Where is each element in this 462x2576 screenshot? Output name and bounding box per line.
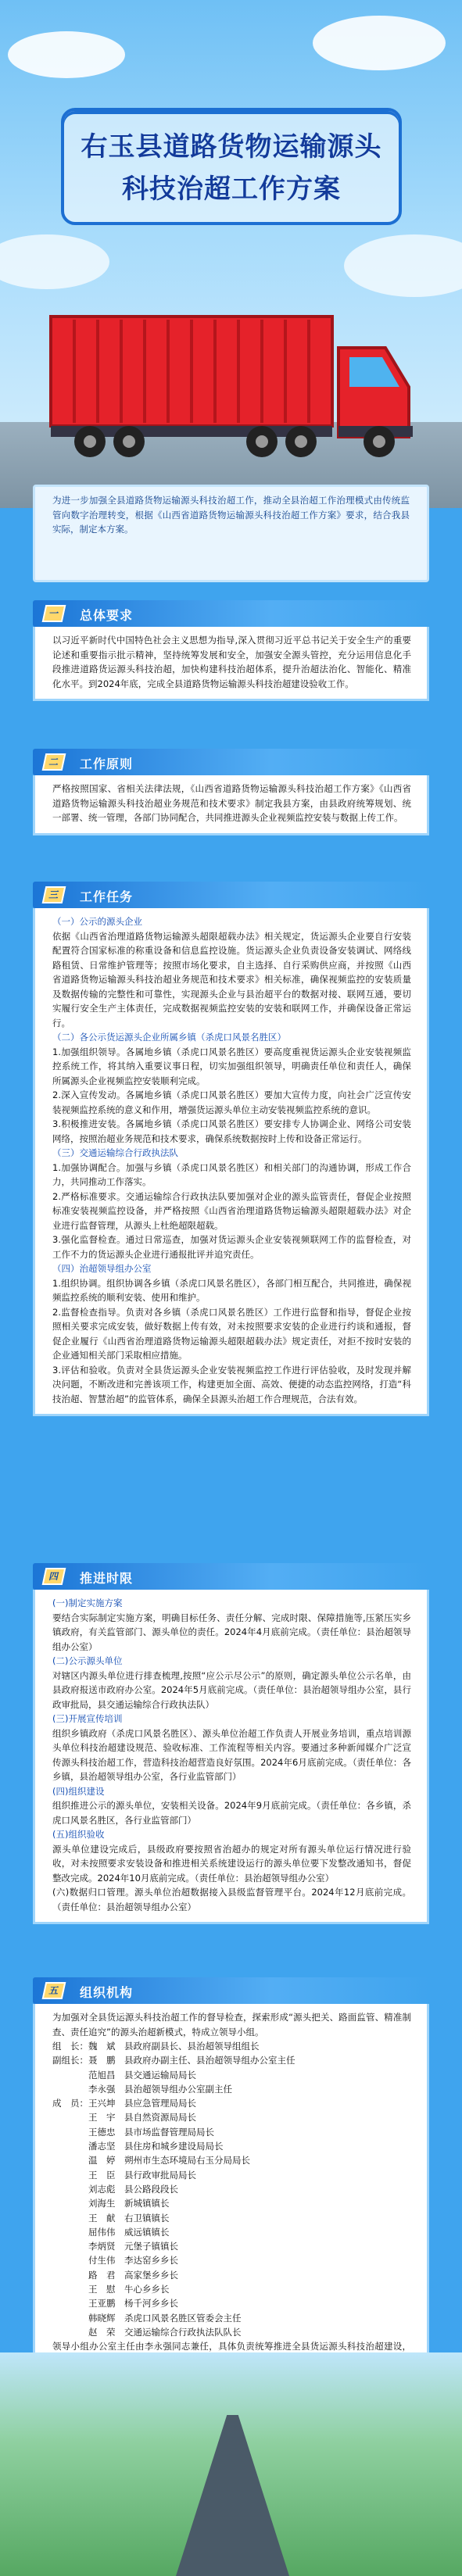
paragraph: (六)数据归口管理。源头单位治超数据接入县级监督管理平台。2024年12月底前完成。（责任单位：县治超领导组办公室） [52, 1887, 411, 1912]
member-row: 付生伟 李达窑乡乡长 [52, 2255, 178, 2267]
member-row: 王 慰 牛心乡乡长 [52, 2284, 170, 2295]
paragraph: 3.评估和验收。负责对全县货运源头企业安装视频监控工作进行评估验收，及时发现并解决问题，不断改进和完善该项工作，构建更加全面、高效、便捷的动态监控网络，打造“科技治超、智慧治超”的监管体系，确保全县源头治超工作合理规范，合法有效。 [52, 1364, 411, 1404]
member-row: 组 长：魏 斌 县政府副县长、县治超领导组组长 [52, 2041, 260, 2052]
paragraph: 依据《山西省治理道路货物运输源头超限超载办法》相关规定，货运源头企业要自行安装配置符合国家标准的称重设备和信息监控设施。货运源头企业负责设备安装调试、网络线路租赁、日常维护管理等；按照市场化要求，自主选择、自行采购供应商，并按照《山西省道路货物运输源头科技治超业务规范和技术要求》相关标准，确保视频监控的安装质量及数据传输的完整性和可靠性，实现源头企业与县治超平台的数据对接、联网互通，要切实履行安全生产主体责任，完成数据视频监控安装的安装和联网工作，并确保设备正常运行。 [52, 930, 411, 1029]
section-timeline [33, 1563, 429, 1924]
section-body [33, 2004, 429, 2393]
section-title: 推进时限 [80, 1571, 134, 1586]
paragraph: 2.深入宣传发动。各属地乡镇（杀虎口风景名胜区）要加大宣传力度，向社会广泛宣传安装视频监控系统的意义和作用，增强货运源头单位主动安装视频监控系统的意识。 [52, 1089, 411, 1115]
subheading: (四)组织建设 [52, 1785, 105, 1797]
paragraph: 对辖区内源头单位进行排查梳理,按照“应公示尽公示”的原则，确定源头单位公示名单，由县政府报送市政府办公室。2024年5月底前完成。（责任单位：县治超领导组办公室，县行政审批局，县交通运输综合行政执法队） [52, 1669, 411, 1710]
member-row: 成 员：王兴坤 县应急管理局局长 [52, 2098, 196, 2109]
closing-paragraph: 领导小组办公室主任由李永强同志兼任，具体负责统筹推进全县货运源头科技治超建设， [52, 2341, 411, 2352]
title-box [61, 108, 402, 225]
section-header [33, 600, 429, 627]
paragraph: 组织推进公示的源头单位，安装相关设备。2024年9月底前完成。（责任单位：各乡镇，杀虎口风景名胜区，各行业监管部门） [52, 1800, 411, 1826]
member-row: 范旭昌 县交通运输局局长 [52, 2069, 196, 2080]
section-header [33, 1977, 429, 2004]
section-title: 组织机构 [80, 1985, 134, 2000]
intro-text: 为进一步加强全县道路货物运输源头科技治超工作，推动全县治超工作治理模式由传统监管向数字治理转变，根据《山西省道路货物运输源头科技治超工作方案》要求，结合我县实际，制定本方案。 [52, 495, 410, 535]
section-title: 总体要求 [80, 608, 134, 623]
section-title: 工作任务 [80, 889, 134, 904]
cloud [313, 16, 446, 70]
section-header [33, 749, 429, 775]
member-row: 潘志坚 县住房和城乡建设局局长 [52, 2141, 224, 2152]
paragraph: 为加强对全县货运源头科技治超工作的督导检查，探索形成“源头把关、路面监管、精准制查、责任追究”的源头治超新模式，特成立领导小组。 [52, 2012, 411, 2038]
subheading: （三）交通运输综合行政执法队 [52, 1147, 178, 1158]
paragraph: 2.严格标准要求。交通运输综合行政执法队要加强对企业的源头监管责任，督促企业按照标准安装视频监控设备，并严格按照《山西省治理道路货物运输源头超限超载办法》对企业进行监督管理，从源头上杜绝超限超载。 [52, 1190, 411, 1231]
title-line-2: 科技治超工作方案 [122, 174, 341, 205]
member-row: 韩晓辉 杀虎口风景名胜区管委会主任 [52, 2312, 242, 2324]
section-body [33, 1590, 429, 1924]
paragraph: 3.积极推进安装。各属地乡镇（杀虎口风景名胜区）要安排专人协调企业、网络公司安装网络，按照治超业务规范和技术要求，确保系统数据按时上传和设备正常运行。 [52, 1118, 411, 1144]
section-number: 一 [42, 605, 66, 622]
member-row: 王 献 右卫镇镇长 [52, 2212, 170, 2224]
section-body [33, 775, 429, 835]
section-title: 工作原则 [80, 757, 134, 771]
member-row: 赵 荣 交通运输综合行政执法队队长 [52, 2326, 242, 2338]
subheading: （一）公示的源头企业 [52, 916, 142, 927]
member-row: 温 婷 朔州市生态环境局右玉分局局长 [52, 2155, 250, 2166]
paragraph: 3.强化监督检查。通过日常巡查，加强对货运源头企业安装视频联网工作的监督检查，对工作不力的货运源头企业进行通报批评并追究责任。 [52, 1234, 411, 1260]
subheading: (一)制定实施方案 [52, 1597, 123, 1608]
title-line-1: 右玉县道路货物运输源头 [81, 131, 382, 163]
intro-panel [33, 485, 429, 582]
section-principles [33, 749, 429, 835]
member-row: 屈伟伟 威远镇镇长 [52, 2226, 170, 2238]
section-body [33, 627, 429, 701]
member-row: 王亚鹏 杨千河乡乡长 [52, 2298, 178, 2309]
paragraph: 组织乡镇政府（杀虎口风景名胜区）、源头单位治超工作负责人开展业务培训，重点培训源头单位科技治超建设规范、验收标准、工作流程等相关内容。要通过多种新闻媒介广泛宣传源头科技治超工作，营造科技治超营造良好氛围。2024年6月底前完成。（责任单位：各乡镇，县治超领导组办公室，各行业监管部门） [52, 1727, 411, 1782]
cloud [8, 31, 125, 78]
subheading: (五)组织验收 [52, 1829, 105, 1840]
member-row: 李永强 县治超领导组办公室副主任 [52, 2083, 232, 2095]
subheading: （四）治超领导组办公室 [52, 1263, 152, 1274]
member-row: 王 宇 县自然资源局局长 [52, 2112, 196, 2123]
member-row: 王德忠 县市场监督管理局局长 [52, 2126, 214, 2138]
section-header [33, 1563, 429, 1590]
section-number: 二 [42, 753, 66, 771]
truck-illustration [43, 309, 418, 465]
section-header [33, 882, 429, 908]
paragraph: 严格按照国家、省相关法律法规，《山西省道路货物运输源头科技治超工作方案》《山西省道路货物运输源头科技治超业务规范和技术要求》制定我县方案，由县政府统筹规划、统一部署、统一管理，各部门协同配合，共同推进源头企业视频监控安装与数据上传工作。 [52, 783, 411, 823]
paragraph: 1.加强组织领导。各属地乡镇（杀虎口风景名胜区）要高度重视货运源头企业安装视频监控系统工作，将其纳入重要议事日程，切实加强组织领导，明确责任单位和责任人，确保所属源头企业视频监控安装顺利完成。 [52, 1046, 411, 1086]
section-tasks [33, 882, 429, 1416]
member-row: 刘志彪 县公路段段长 [52, 2183, 178, 2195]
section-number: 三 [42, 886, 66, 903]
section-organization [33, 1977, 429, 2393]
member-row: 王 臣 县行政审批局局长 [52, 2169, 196, 2181]
subheading: (三)开展宣传培训 [52, 1713, 123, 1724]
section-number: 四 [42, 1568, 66, 1585]
subheading: (二)公示源头单位 [52, 1655, 123, 1666]
paragraph: 1.加强协调配合。加强与乡镇（杀虎口风景名胜区）和相关部门的沟通协调，形成工作合力，共同推动工作落实。 [52, 1161, 411, 1187]
member-row: 李炳贤 元堡子镇镇长 [52, 2241, 178, 2252]
paragraph: 以习近平新时代中国特色社会主义思想为指导,深入贯彻习近平总书记关于安全生产的重要论述和重要指示批示精神，坚持统筹发展和安全，加强安全源头管控，充分运用信息化手段推进道路货运源头科技治超，加快构建科技治超体系，提升治超法治化、智能化、精准化水平。到2024年底，完成全县道路货物运输源头科技治超建设验收工作。 [52, 635, 411, 689]
member-list [52, 2039, 411, 2339]
paragraph: 1.组织协调。组织协调各乡镇（杀虎口风景名胜区），各部门相互配合，共同推进，确保视频监控系统的顺利安装、使用和维护。 [52, 1277, 411, 1303]
section-body [33, 908, 429, 1416]
section-number: 五 [42, 1982, 66, 1999]
member-row: 副组长：聂 鹏 县政府办副主任、县治超领导组办公室主任 [52, 2055, 295, 2066]
section-general-requirements [33, 600, 429, 701]
member-row: 刘海生 新城镇镇长 [52, 2198, 170, 2209]
paragraph: 源头单位建设完成后，县级政府要按照省治超办的规定对所有源头单位运行情况进行验收，对未按照要求安装设备和推进相关系统建设运行的源头单位要下发整改通知书，督促整改完成。2024年10月底前完成。（责任单位：县治超领导组办公室） [52, 1843, 411, 1884]
paragraph: 要结合实际制定实施方案，明确目标任务、责任分解、完成时限、保障措施等,压紧压实乡镇政府，有关监管部门、源头单位的责任。2024年4月底前完成。（责任单位：县治超领导组办公室） [52, 1612, 411, 1652]
member-row: 路 君 高家堡乡乡长 [52, 2269, 178, 2281]
paragraph: 2.监督检查指导。负责对各乡镇（杀虎口风景名胜区）工作进行监督和指导，督促企业按照相关要求完成安装，做好数据上传有效，对未按照要求安装的企业进行约谈和通报，督促企业履行《山西省治理道路货物运输源头超限超载办法》规定责任，对拒不按时安装的企业通知相关部门采取相应措施。 [52, 1306, 411, 1361]
subheading: （二）各公示货运源头企业所属乡镇（杀虎口风景名胜区） [52, 1032, 286, 1043]
